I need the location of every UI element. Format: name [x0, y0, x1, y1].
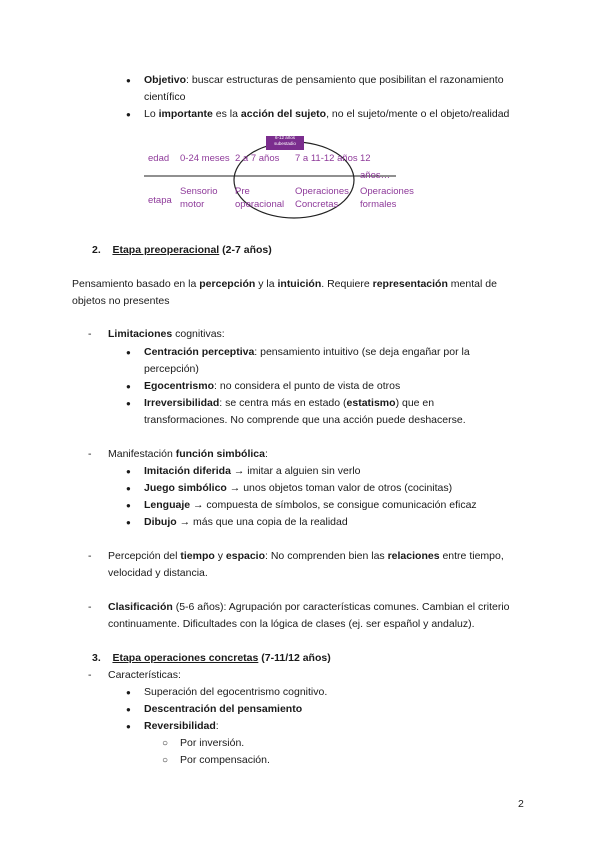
age-12: 12 años… — [360, 153, 391, 181]
simbolica-heading: - Manifestación función simbólica: — [108, 446, 268, 463]
stage-pre: Pre operacional — [235, 186, 285, 210]
page-number: 2 — [518, 798, 524, 810]
heading-operaciones-concretas: 3. Etapa operaciones concretas (7-11/12 años) — [92, 652, 331, 664]
label-edad: edad — [148, 153, 170, 164]
list-item: ● Imitación diferida → imitar a alguien sin verlo — [144, 463, 361, 480]
percepcion-item: - Percepción del tiempo y espacio: No comprenden bien las relaciones entre tiempo, velocidad y distancia. — [108, 548, 548, 582]
list-item: ● Egocentrismo: no considera el punto de vista de otros — [144, 378, 400, 395]
label-etapa: etapa — [148, 195, 172, 206]
intro-paragraph: Pensamiento basado en la percepción y la intuición. Requiere representación mental de objetos no presentes — [72, 278, 497, 307]
age-0-24: 0-24 meses — [180, 153, 230, 164]
list-item: ● Irreversibilidad: se centra más en estado (estatismo) que en transformaciones. No comprende que una acción puede deshacerse. — [144, 395, 544, 429]
age-7-11: 7 a 11-12 años — [295, 153, 358, 164]
list-item: ○ Por inversión. — [180, 735, 244, 752]
caracteristicas-heading: - Características: — [108, 667, 181, 684]
stage-formales: Operaciones formales — [360, 186, 414, 210]
important-bullet: ● Lo importante es la acción del sujeto, no el sujeto/mente o el objeto/realidad — [144, 106, 509, 123]
list-item: ● Dibujo → más que una copia de la realidad — [144, 514, 348, 531]
subestadio-badge: 6-12 años subestadio — [274, 135, 296, 146]
list-item: ● Superación del egocentrismo cognitivo. — [144, 684, 327, 701]
list-item: ● Centración perceptiva: pensamiento intuitivo (se deja engañar por la percepción) — [144, 344, 544, 378]
list-item: ● Descentración del pensamiento — [144, 701, 302, 718]
objective-bullet: ● Objetivo: buscar estructuras de pensamiento que posibilitan el razonamiento científico — [144, 72, 564, 106]
stage-concretas: Operaciones Concretas — [295, 186, 349, 210]
stage-sensorio: Sensorio motor — [180, 186, 218, 210]
limitaciones-heading: - Limitaciones cognitivas: — [108, 326, 225, 343]
list-item: ● Reversibilidad: — [144, 718, 219, 735]
stages-diagram — [140, 130, 414, 220]
list-item: ● Juego simbólico → unos objetos toman valor de otros (cocinitas) — [144, 480, 452, 497]
list-item: ○ Por compensación. — [180, 752, 270, 769]
clasificacion-item: - Clasificación (5-6 años): Agrupación por características comunes. Cambian el criterio continuamente. Dificultades con la lógica de clases (ej. ser español y andaluz). — [108, 599, 548, 633]
heading-preoperacional: 2. Etapa preoperacional (2-7 años) — [92, 244, 272, 256]
age-2-7: 2 a 7 años — [235, 153, 280, 164]
list-item: ● Lenguaje → compuesta de símbolos, se consigue comunicación eficaz — [144, 497, 477, 514]
